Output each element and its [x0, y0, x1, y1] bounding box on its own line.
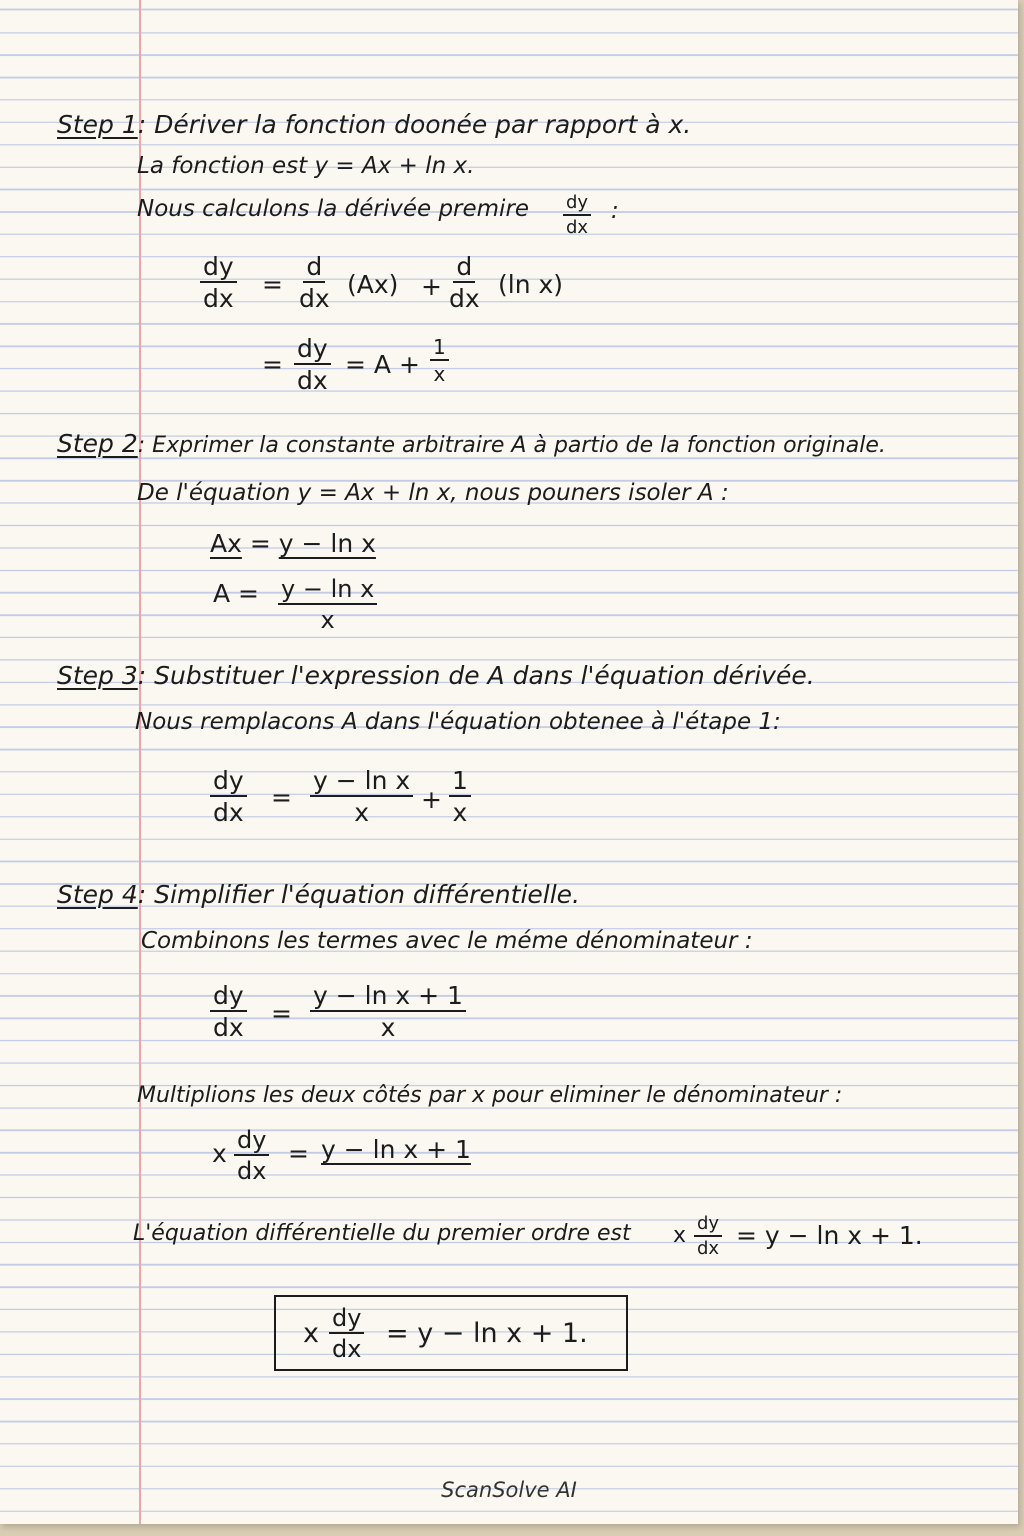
step-1-line-2: Nous calculons la dérivée premire — [137, 196, 530, 222]
step-2-heading-text: : Exprimer la constante arbitraire A à partio de la fonction originale. — [137, 433, 886, 458]
step-3-line-1: Nous remplacons A dans l'équation obtenee à l'étape 1: — [135, 709, 781, 735]
equals-sign-5: = — [288, 1139, 309, 1168]
dy-dx-lhs: $\frac{dy}{dx}$ — [200, 254, 237, 311]
final-rhs: = y − ln x + 1. — [386, 1318, 588, 1349]
one-over-x-step3: $\frac{1}{x}$ — [449, 768, 471, 825]
equals-sign-2: = — [262, 350, 283, 379]
footer-brand: ScanSolve AI — [441, 1478, 577, 1502]
a-plus: = A + — [345, 350, 420, 379]
step-1-colon: : — [611, 198, 619, 224]
step-4-heading-text: : Simplifier l'équation différentielle. — [137, 880, 580, 909]
one-over-x: $\frac{1}{x}$ — [430, 337, 449, 384]
step-1-heading — [57, 112, 691, 137]
rhs-underlined: y − ln x + 1 — [321, 1135, 471, 1164]
lnx-term: (ln x) — [498, 270, 564, 299]
step-1-title: Step 1 — [57, 110, 138, 139]
step-4-line-3: L'équation différentielle du premier ordre est — [133, 1221, 631, 1246]
y-minus-lnx-over-x: $\frac{\text{y − ln x}}{x}$ — [310, 768, 413, 825]
final-dy-dx: $\frac{dy}{dx}$ — [329, 1306, 364, 1361]
equals-sign-4: = — [271, 999, 292, 1028]
d-dx-operator-2: $\frac{d}{dx}$ — [449, 252, 480, 313]
d-dx-operator: $\frac{d}{dx}$ — [299, 252, 330, 313]
ax-eq-line: Ax = y − ln x — [210, 529, 376, 558]
step-3-heading — [57, 663, 815, 688]
dy-dx-inline-final: $\frac{dy}{dx}$ — [694, 1215, 722, 1258]
margin-line — [139, 0, 141, 1524]
a-fraction: $\frac{\text{y − ln x}}{x}$ — [278, 577, 377, 632]
ax-term: (Ax) — [347, 270, 399, 299]
step-2-title: Step 2 — [57, 429, 138, 458]
x-coefficient-inline: x — [673, 1223, 687, 1248]
dy-dx-multiplied: $\frac{dy}{dx}$ — [234, 1128, 269, 1183]
a-equals: A = — [213, 579, 259, 608]
plus-sign-3: + — [421, 785, 442, 814]
combined-fraction: $\frac{\text{y − ln x + 1}}{x}$ — [310, 983, 466, 1040]
step-4-title: Step 4 — [57, 880, 138, 909]
step-3-heading-text: : Substituer l'expression de A dans l'équation dérivée. — [137, 661, 815, 690]
step-2-heading — [57, 431, 886, 457]
step-3-title: Step 3 — [57, 661, 138, 690]
dy-dx-result: $\frac{dy}{dx}$ — [294, 336, 331, 393]
rhs-inline: = y − ln x + 1. — [736, 1221, 923, 1250]
x-coefficient: x — [212, 1139, 227, 1168]
final-x: x — [303, 1318, 319, 1349]
step-4-heading — [57, 882, 580, 907]
equals-sign: = — [262, 270, 283, 299]
step-1-heading-text: : Dériver la fonction doonée par rapport à x. — [137, 110, 692, 139]
dy-dx-step4: $\frac{dy}{dx}$ — [210, 983, 247, 1040]
equals-sign-3: = — [271, 783, 292, 812]
step-4-line-1: Combinons les termes avec le méme dénominateur : — [141, 928, 753, 954]
step-2-line-1: De l'équation y = Ax + ln x, nous pouners isoler A : — [137, 480, 729, 506]
dy-dx-step3: $\frac{dy}{dx}$ — [210, 768, 247, 825]
step-1-line-1: La fonction est y = Ax + ln x. — [137, 153, 475, 179]
dy-dx-inline: $\frac{dy}{dx}$ — [563, 194, 591, 237]
step-4-line-2: Multiplions les deux côtés par x pour eliminer le dénominateur : — [137, 1083, 843, 1108]
plus-sign: + — [421, 272, 442, 301]
